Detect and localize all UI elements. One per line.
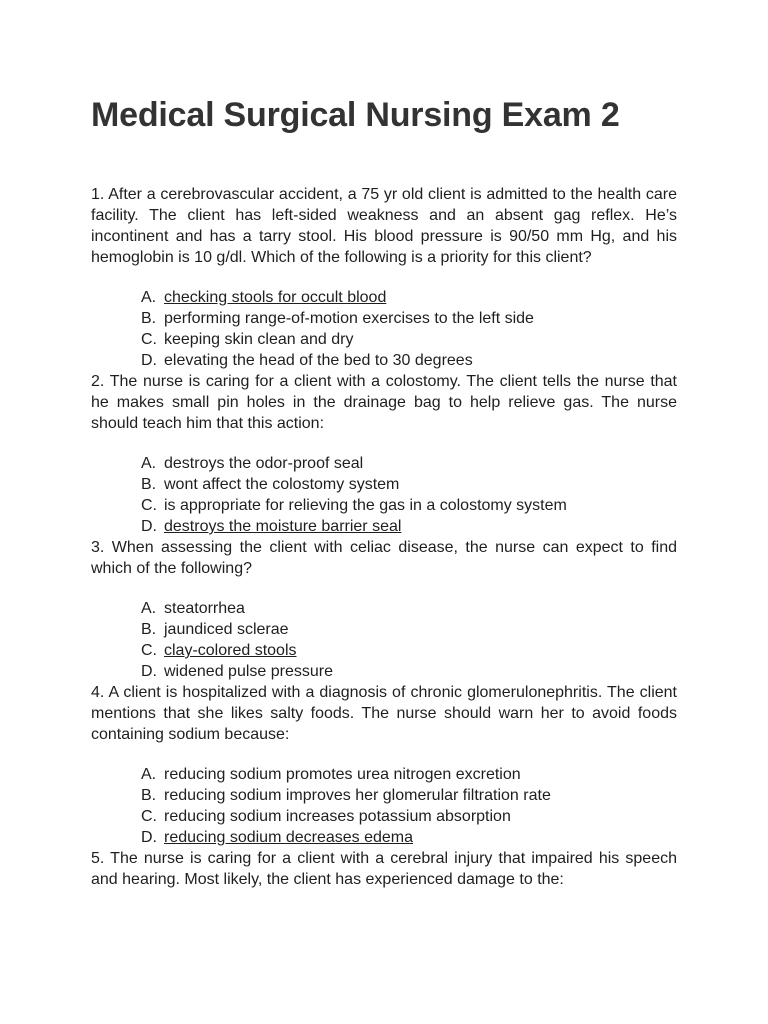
option-letter: C. [141, 331, 157, 348]
question-4-options [91, 764, 677, 848]
option-item [141, 785, 677, 806]
option-letter: A. [141, 600, 157, 617]
option-item [141, 453, 677, 474]
option-letter: A. [141, 455, 157, 472]
option-letter: A. [141, 766, 157, 783]
option-text: destroys the odor-proof seal [164, 455, 364, 472]
option-item [141, 287, 677, 308]
option-text: keeping skin clean and dry [164, 331, 354, 348]
option-letter: B. [141, 310, 157, 327]
option-item [141, 329, 677, 350]
question-2-text: 2. The nurse is caring for a client with a colostomy. The client tells the nurse that he makes small pin holes in the drainage bag to help relieve gas. The nurse should teach him that this action: [91, 373, 677, 432]
question-4-text: 4. A client is hospitalized with a diagnosis of chronic glomerulonephritis. The client mentions that she likes salty foods. The nurse should warn her to avoid foods containing sodium because: [91, 684, 677, 743]
option-letter: D. [141, 829, 157, 846]
option-text: jaundiced sclerae [164, 621, 289, 638]
option-text: wont affect the colostomy system [164, 476, 400, 493]
option-text: is appropriate for relieving the gas in a colostomy system [164, 497, 567, 514]
option-letter: A. [141, 289, 157, 306]
question-3-text: 3. When assessing the client with celiac disease, the nurse can expect to find which of the following? [91, 539, 677, 577]
option-letter: D. [141, 518, 157, 535]
option-text: performing range-of-motion exercises to the left side [164, 310, 534, 327]
option-letter: B. [141, 621, 157, 638]
option-letter: D. [141, 663, 157, 680]
option-text: elevating the head of the bed to 30 degrees [164, 352, 473, 369]
option-item [141, 516, 677, 537]
option-letter: C. [141, 808, 157, 825]
option-text: reducing sodium promotes urea nitrogen excretion [164, 766, 521, 783]
option-item [141, 350, 677, 371]
option-text-answer: clay-colored stools [164, 642, 297, 659]
option-item [141, 598, 677, 619]
option-item [141, 308, 677, 329]
question-5-text: 5. The nurse is caring for a client with a cerebral injury that impaired his speech and hearing. Most likely, the client has experienced damage to the: [91, 850, 677, 888]
option-text-answer: reducing sodium decreases edema [164, 829, 414, 846]
question-1-text: 1. After a cerebrovascular accident, a 75 yr old client is admitted to the health care facility. The client has left-sided weakness and an absent gag reflex. He’s incontinent and has a tarry stool. His blood pressure is 90/50 mm Hg, and his hemoglobin is 10 g/dl. Which of the following is a priority for this client? [91, 186, 677, 266]
option-item [141, 474, 677, 495]
document-page [91, 0, 677, 890]
option-letter: C. [141, 642, 157, 659]
question-2-options [91, 453, 677, 537]
option-letter: B. [141, 476, 157, 493]
option-text-answer: checking stools for occult blood [164, 289, 387, 306]
option-item [141, 806, 677, 827]
option-item [141, 619, 677, 640]
option-text: widened pulse pressure [164, 663, 333, 680]
option-letter: B. [141, 787, 157, 804]
option-item [141, 640, 677, 661]
option-letter: D. [141, 352, 157, 369]
page-title: Medical Surgical Nursing Exam 2 [91, 96, 620, 134]
option-text-answer: destroys the moisture barrier seal [164, 518, 402, 535]
option-text: reducing sodium increases potassium absorption [164, 808, 511, 825]
option-item [141, 764, 677, 785]
question-1-options [91, 287, 677, 371]
option-item [141, 827, 677, 848]
question-3-options [91, 598, 677, 682]
option-item [141, 661, 677, 682]
option-text: reducing sodium improves her glomerular filtration rate [164, 787, 551, 804]
option-item [141, 495, 677, 516]
option-text: steatorrhea [164, 600, 245, 617]
option-letter: C. [141, 497, 157, 514]
